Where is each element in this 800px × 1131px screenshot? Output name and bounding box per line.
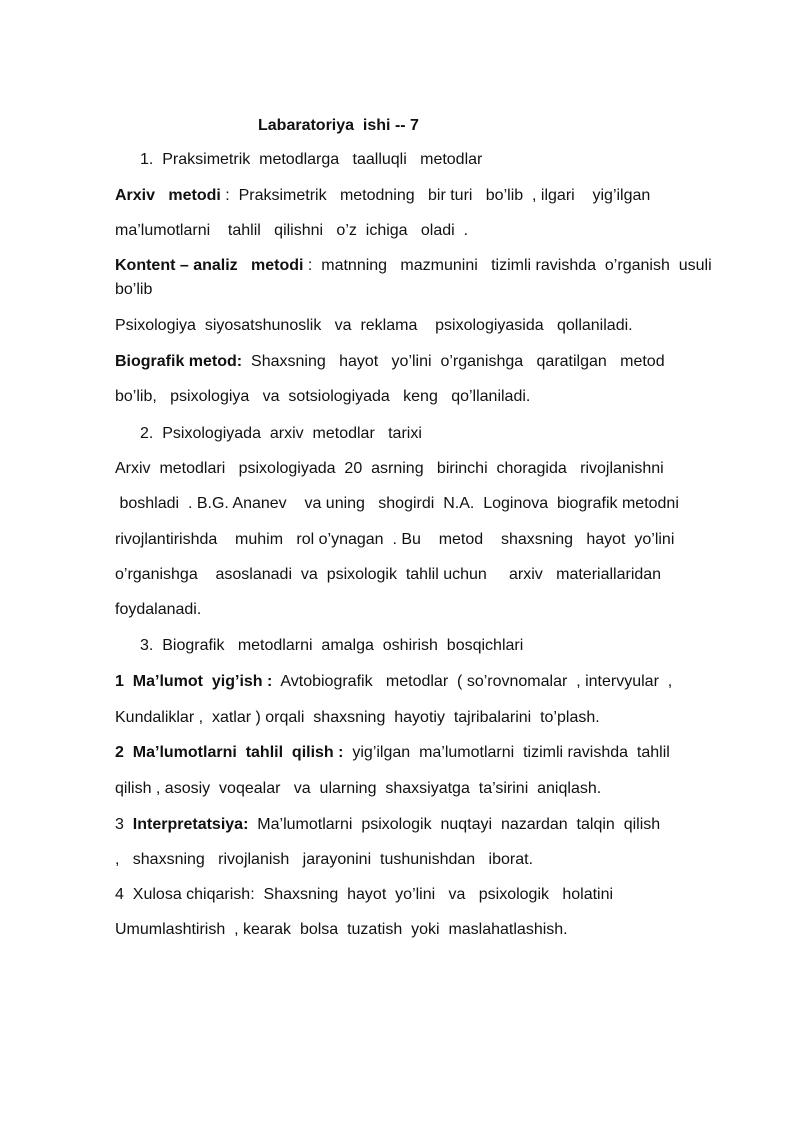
text-line: Kundaliklar , xatlar ) orqali shaxsning hayotiy tajribalarini to’plash.: [115, 709, 600, 726]
text-line: Psixologiya siyosatshunoslik va reklama psixologiyasida qollaniladi.: [115, 317, 633, 334]
text-line: qilish , asosiy voqealar va ularning shaxsiyatga ta’sirini aniqlash.: [115, 780, 602, 797]
term-arxiv: Arxiv metodi: [115, 187, 221, 204]
section-heading-3: 3. Biografik metodlarni amalga oshirish bosqichlari: [140, 637, 524, 654]
section-heading-2: 2. Psixologiyada arxiv metodlar tarixi: [140, 425, 422, 442]
step-1-label: 1 Ma’lumot yig’ish :: [115, 673, 273, 690]
paragraph-biografik: [115, 352, 665, 372]
paragraph-kontent: [115, 256, 712, 276]
step-1-text: Avtobiografik metodlar ( so’rovnomalar , intervyular ,: [272, 673, 673, 690]
text-line: ma’lumotlarni tahlil qilishni o’z ichiga oladi .: [115, 222, 469, 239]
step-4: 4 Xulosa chiqarish: Shaxsning hayot yo’lini va psixologik holatini: [115, 886, 614, 903]
text-line: rivojlantirishda muhim rol o’ynagan . Bu metod shaxsning hayot yo’lini: [115, 531, 675, 548]
text-line: foydalanadi.: [115, 601, 202, 618]
text-biografik: Shaxsning hayot yo’lini o’rganishga qaratilgan metod: [242, 353, 665, 370]
text-line: Arxiv metodlari psixologiyada 20 asrning birinchi choragida rivojlanishni: [115, 460, 664, 477]
text-kontent: : matnning mazmunini tizimli ravishda o’rganish usuli: [303, 257, 712, 274]
term-biografik: Biografik metod:: [115, 353, 243, 370]
term-kontent: Kontent – analiz metodi: [115, 257, 304, 274]
text-line: Umumlashtirish , kearak bolsa tuzatish yoki maslahatlashish.: [115, 921, 568, 938]
text-line: , shaxsning rivojlanish jarayonini tushunishdan iborat.: [115, 851, 534, 868]
step-3-label: Interpretatsiya:: [132, 816, 249, 833]
text-arxiv: : Praksimetrik metodning bir turi bo’lib , ilgari yig’ilgan: [220, 187, 651, 204]
step-1: [115, 672, 672, 692]
paragraph-arxiv: [115, 186, 650, 206]
text-line: boshladi . B.G. Ananev va uning shogirdi N.A. Loginova biografik metodni: [115, 495, 679, 512]
text-line: bo’lib: [115, 281, 153, 298]
section-heading-1: 1. Praksimetrik metodlarga taalluqli metodlar: [140, 151, 483, 168]
text-line: bo’lib, psixologiya va sotsiologiyada keng qo’llaniladi.: [115, 388, 531, 405]
step-3: [115, 815, 660, 835]
document-title: Labaratoriya ishi -- 7: [258, 117, 419, 134]
step-2-label: 2 Ma’lumotlarni tahlil qilish :: [115, 744, 344, 761]
step-2: [115, 743, 670, 763]
step-2-text: yig’ilgan ma’lumotlarni tizimli ravishda tahlil: [343, 744, 670, 761]
step-3-number: 3: [115, 816, 133, 833]
text-line: o’rganishga asoslanadi va psixologik tahlil uchun arxiv materiallaridan: [115, 566, 662, 583]
step-3-text: Ma’lumotlarni psixologik nuqtayi nazardan talqin qilish: [248, 816, 661, 833]
